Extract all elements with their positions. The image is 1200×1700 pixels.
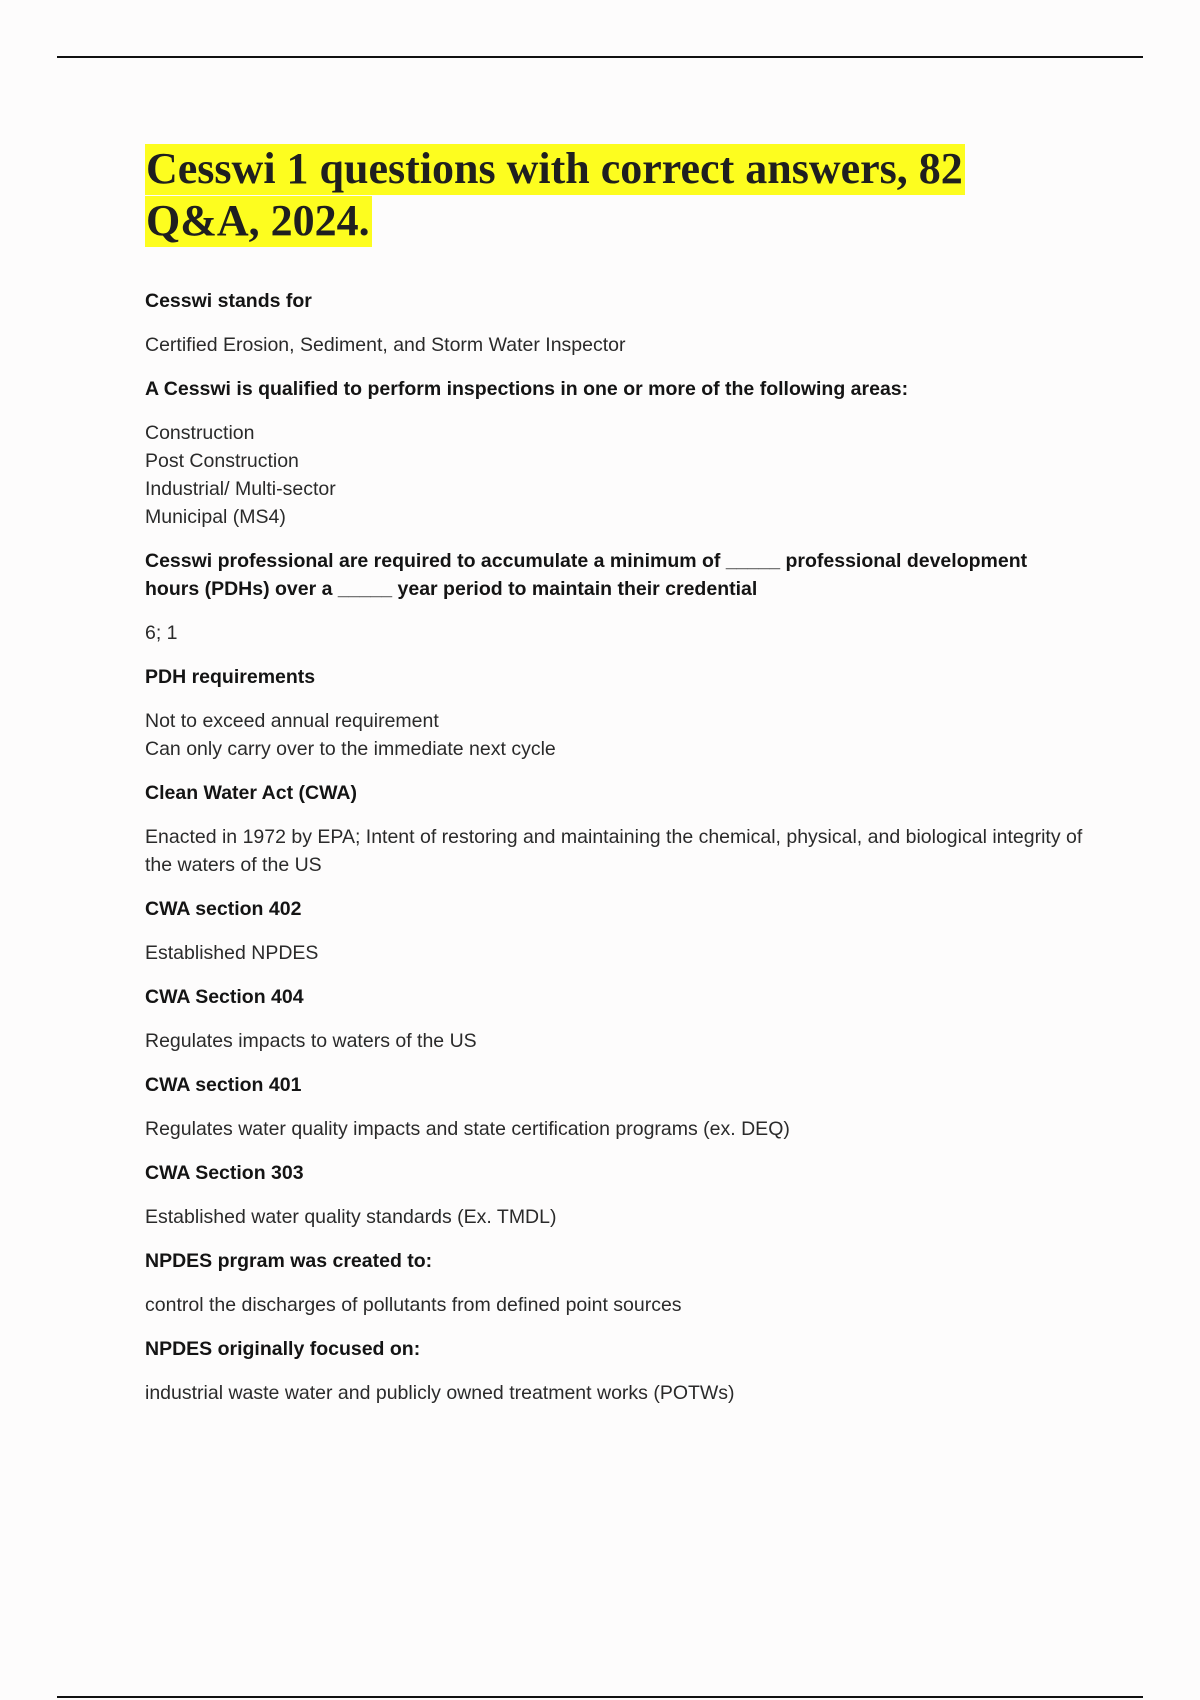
answer-line: Municipal (MS4) [145,506,286,528]
answer-line: Construction [145,422,255,444]
answer-line: Enacted in 1972 by EPA; Intent of restoring and maintaining the chemical, physical, and biological integrity of the waters of the US [145,826,1083,876]
answer-text [145,707,1085,763]
answer-line: Certified Erosion, Sediment, and Storm Water Inspector [145,334,626,356]
answer-text [145,619,1085,647]
footer-rule [57,1696,1143,1698]
question-text: NPDES prgram was created to: [145,1250,433,1272]
header-rule [57,56,1143,58]
answer-text [145,1203,1085,1231]
answer-text [145,823,1085,879]
question-text: CWA section 401 [145,1074,302,1096]
answer-line: Can only carry over to the immediate next cycle [145,738,556,760]
title-highlight: Cesswi 1 questions with correct answers, 82 Q&A, 2024. [146,144,963,245]
answer-line: 6; 1 [145,622,178,644]
document-body [145,143,1085,1423]
question-text: A Cesswi is qualified to perform inspections in one or more of the following areas: [145,378,909,400]
answer-line: Established water quality standards (Ex. TMDL) [145,1206,557,1228]
answer-text [145,331,1085,359]
question-text: NPDES originally focused on: [145,1338,421,1360]
question-text: Clean Water Act (CWA) [145,782,357,804]
qa-item [145,375,1085,531]
question-text: Cesswi professional are required to accumulate a minimum of _____ professional development hours (PDHs) over a _____ year period to maintain their credential [145,550,1028,600]
answer-text [145,1379,1085,1407]
question-text: Cesswi stands for [145,290,312,312]
answer-line: Industrial/ Multi-sector [145,478,336,500]
document-title [145,143,1085,247]
qa-item [145,983,1085,1055]
qa-item [145,547,1085,647]
answer-text [145,1115,1085,1143]
answer-text [145,1291,1085,1319]
answer-text [145,1027,1085,1055]
qa-item [145,1159,1085,1231]
qa-item [145,1247,1085,1319]
answer-line: control the discharges of pollutants from defined point sources [145,1294,682,1316]
qa-list [145,287,1085,1407]
question-text: PDH requirements [145,666,316,688]
answer-text [145,939,1085,967]
answer-line: Not to exceed annual requirement [145,710,439,732]
question-text: CWA Section 404 [145,986,304,1008]
question-text: CWA Section 303 [145,1162,304,1184]
answer-text [145,419,1085,531]
qa-item [145,663,1085,763]
qa-item [145,895,1085,967]
answer-line: Regulates water quality impacts and state certification programs (ex. DEQ) [145,1118,790,1140]
qa-item [145,779,1085,879]
qa-item [145,1071,1085,1143]
qa-item [145,287,1085,359]
answer-line: Regulates impacts to waters of the US [145,1030,477,1052]
answer-line: Established NPDES [145,942,319,964]
answer-line: industrial waste water and publicly owned treatment works (POTWs) [145,1382,735,1404]
qa-item [145,1335,1085,1407]
question-text: CWA section 402 [145,898,302,920]
answer-line: Post Construction [145,450,299,472]
